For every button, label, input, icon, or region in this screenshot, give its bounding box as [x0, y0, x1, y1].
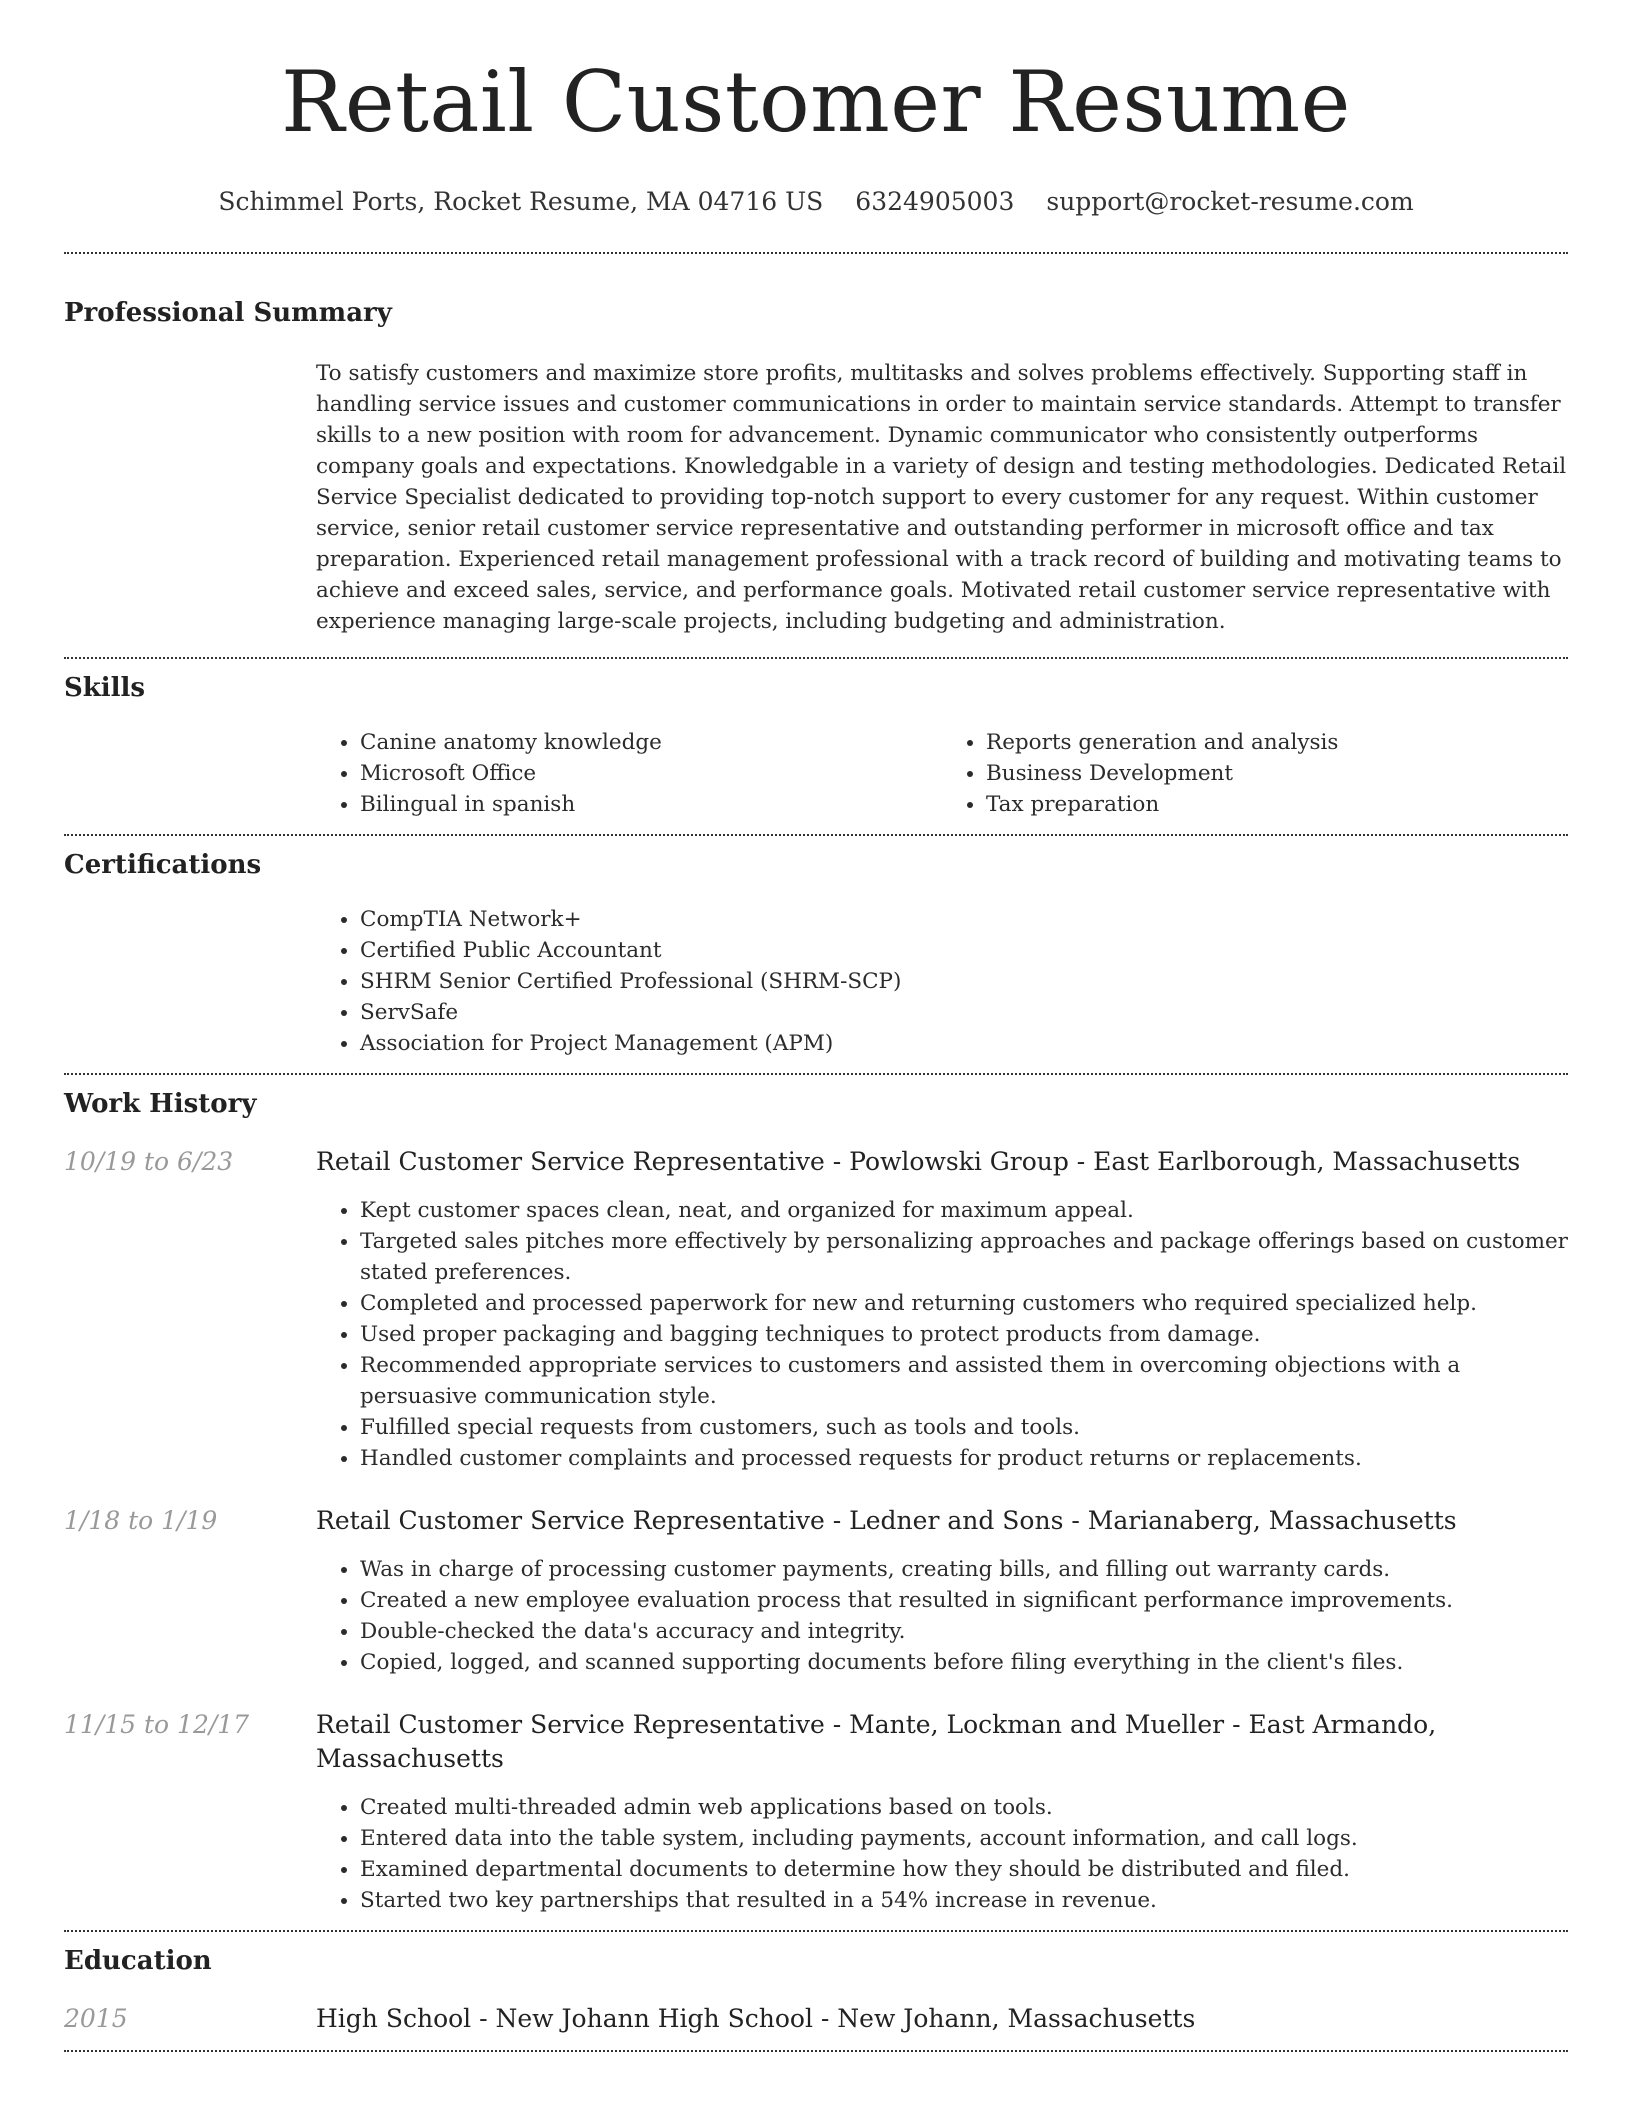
- job-bullet: • Kept customer spaces clean, neat, and organized for maximum appeal.: [360, 1195, 1568, 1226]
- skill-item: • Canine anatomy knowledge: [360, 727, 942, 758]
- skills-section: [64, 659, 1568, 834]
- contact-phone: 6324905003: [855, 187, 1015, 216]
- job-bullet: • Was in charge of processing customer payments, creating bills, and filling out warranty cards.: [360, 1554, 1568, 1585]
- skill-item: • Tax preparation: [986, 789, 1568, 820]
- job-entry: [64, 1708, 1568, 1916]
- job-bullet: • Created multi-threaded admin web applications based on tools.: [360, 1792, 1568, 1823]
- job-title: Retail Customer Service Representative - Ledner and Sons - Marianaberg, Massachusetts: [316, 1506, 1457, 1535]
- job-dates: 10/19 to 6/23: [64, 1147, 234, 1176]
- job-dates: 11/15 to 12/17: [64, 1710, 250, 1739]
- work-section: [64, 1075, 1568, 1930]
- contact-email: support@rocket-resume.com: [1046, 187, 1414, 216]
- education-date: 2015: [64, 2004, 128, 2033]
- skill-item: • Reports generation and analysis: [986, 727, 1568, 758]
- job-bullet: • Targeted sales pitches more effectively by personalizing approaches and package offerings based on customer stated preferences.: [360, 1226, 1568, 1288]
- summary-body: [316, 358, 1568, 637]
- certification-item: • Association for Project Management (APM): [360, 1028, 1568, 1059]
- job-entry: [64, 1504, 1568, 1678]
- certification-item: • ServSafe: [360, 997, 1568, 1028]
- skill-item: • Business Development: [986, 758, 1568, 789]
- job-bullet: • Created a new employee evaluation process that resulted in significant performance improvements.: [360, 1585, 1568, 1616]
- job-bullet: • Examined departmental documents to determine how they should be distributed and filed.: [360, 1854, 1568, 1885]
- job-title: Retail Customer Service Representative - Mante, Lockman and Mueller - East Armando, Massachusetts: [316, 1710, 1437, 1773]
- resume-title: Retail Customer Resume: [281, 53, 1351, 151]
- job-dates: 1/18 to 1/19: [64, 1506, 218, 1535]
- certifications-section: [64, 836, 1568, 1073]
- job-bullet: • Handled customer complaints and processed requests for product returns or replacements.: [360, 1443, 1568, 1474]
- job-header: [64, 1708, 1568, 1776]
- certification-item: • CompTIA Network+: [360, 904, 1568, 935]
- job-bullet: • Copied, logged, and scanned supporting documents before filing everything in the client's files.: [360, 1647, 1568, 1678]
- job-bullet: • Entered data into the table system, including payments, account information, and call logs.: [360, 1823, 1568, 1854]
- skill-item: • Microsoft Office: [360, 758, 942, 789]
- skills-grid: [316, 727, 1568, 820]
- contact-address: Schimmel Ports, Rocket Resume, MA 04716 US: [218, 187, 824, 216]
- certifications-heading: Certifications: [64, 850, 262, 880]
- job-bullet: • Double-checked the data's accuracy and integrity.: [360, 1616, 1568, 1647]
- divider: [64, 2050, 1568, 2052]
- job-title: Retail Customer Service Representative - Powlowski Group - East Earlborough, Massachusetts: [316, 1147, 1521, 1176]
- job-bullet: • Fulfilled special requests from customers, such as tools and tools.: [360, 1412, 1568, 1443]
- education-heading: Education: [64, 1946, 212, 1976]
- skills-list-right: [942, 727, 1568, 820]
- job-bullets: [316, 1554, 1568, 1678]
- certification-item: • Certified Public Accountant: [360, 935, 1568, 966]
- job-details: [316, 1792, 1568, 1916]
- job-entry: [64, 1145, 1568, 1474]
- education-entry: [64, 2002, 1568, 2036]
- job-bullet: • Used proper packaging and bagging techniques to protect products from damage.: [360, 1319, 1568, 1350]
- certifications-list: [316, 904, 1568, 1059]
- job-bullet: • Completed and processed paperwork for new and returning customers who required specialized help.: [360, 1288, 1568, 1319]
- job-header: [64, 1504, 1568, 1538]
- job-bullet: • Recommended appropriate services to customers and assisted them in overcoming objections with a persuasive communication style.: [360, 1350, 1568, 1412]
- job-header: [64, 1145, 1568, 1179]
- summary-text: To satisfy customers and maximize store profits, multitasks and solves problems effectively. Supporting staff in handling service issues and customer communications in order to maintain service standards. Attempt to transfer skills to a new position with room for advancement. Dynamic communicator who consistently outperforms company goals and expectations. Knowledgable in a variety of design and testing methodologies. Dedicated Retail Service Specialist dedicated to providing top-notch support to every customer for any request. Within customer service, senior retail customer service representative and outstanding performer in microsoft office and tax preparation. Experienced retail management professional with a track record of building and motivating teams to achieve and exceed sales, service, and performance goals. Motivated retail customer service representative with experience managing large-scale projects, including budgeting and administration.: [316, 361, 1567, 634]
- work-heading: Work History: [64, 1089, 257, 1119]
- certification-item: • SHRM Senior Certified Professional (SHRM-SCP): [360, 966, 1568, 997]
- summary-section: [64, 254, 1568, 657]
- job-bullets: [316, 1792, 1568, 1916]
- certifications-body: [316, 904, 1568, 1059]
- skills-heading: Skills: [64, 673, 146, 703]
- contact-line: [64, 186, 1568, 218]
- job-bullets: [316, 1195, 1568, 1474]
- job-bullet: • Started two key partnerships that resulted in a 54% increase in revenue.: [360, 1885, 1568, 1916]
- education-title: High School - New Johann High School - New Johann, Massachusetts: [316, 2004, 1196, 2033]
- job-details: [316, 1195, 1568, 1474]
- education-section: [64, 1932, 1568, 2050]
- skill-item: • Bilingual in spanish: [360, 789, 942, 820]
- job-details: [316, 1554, 1568, 1678]
- skills-list-left: [316, 727, 942, 820]
- summary-heading: Professional Summary: [64, 298, 392, 328]
